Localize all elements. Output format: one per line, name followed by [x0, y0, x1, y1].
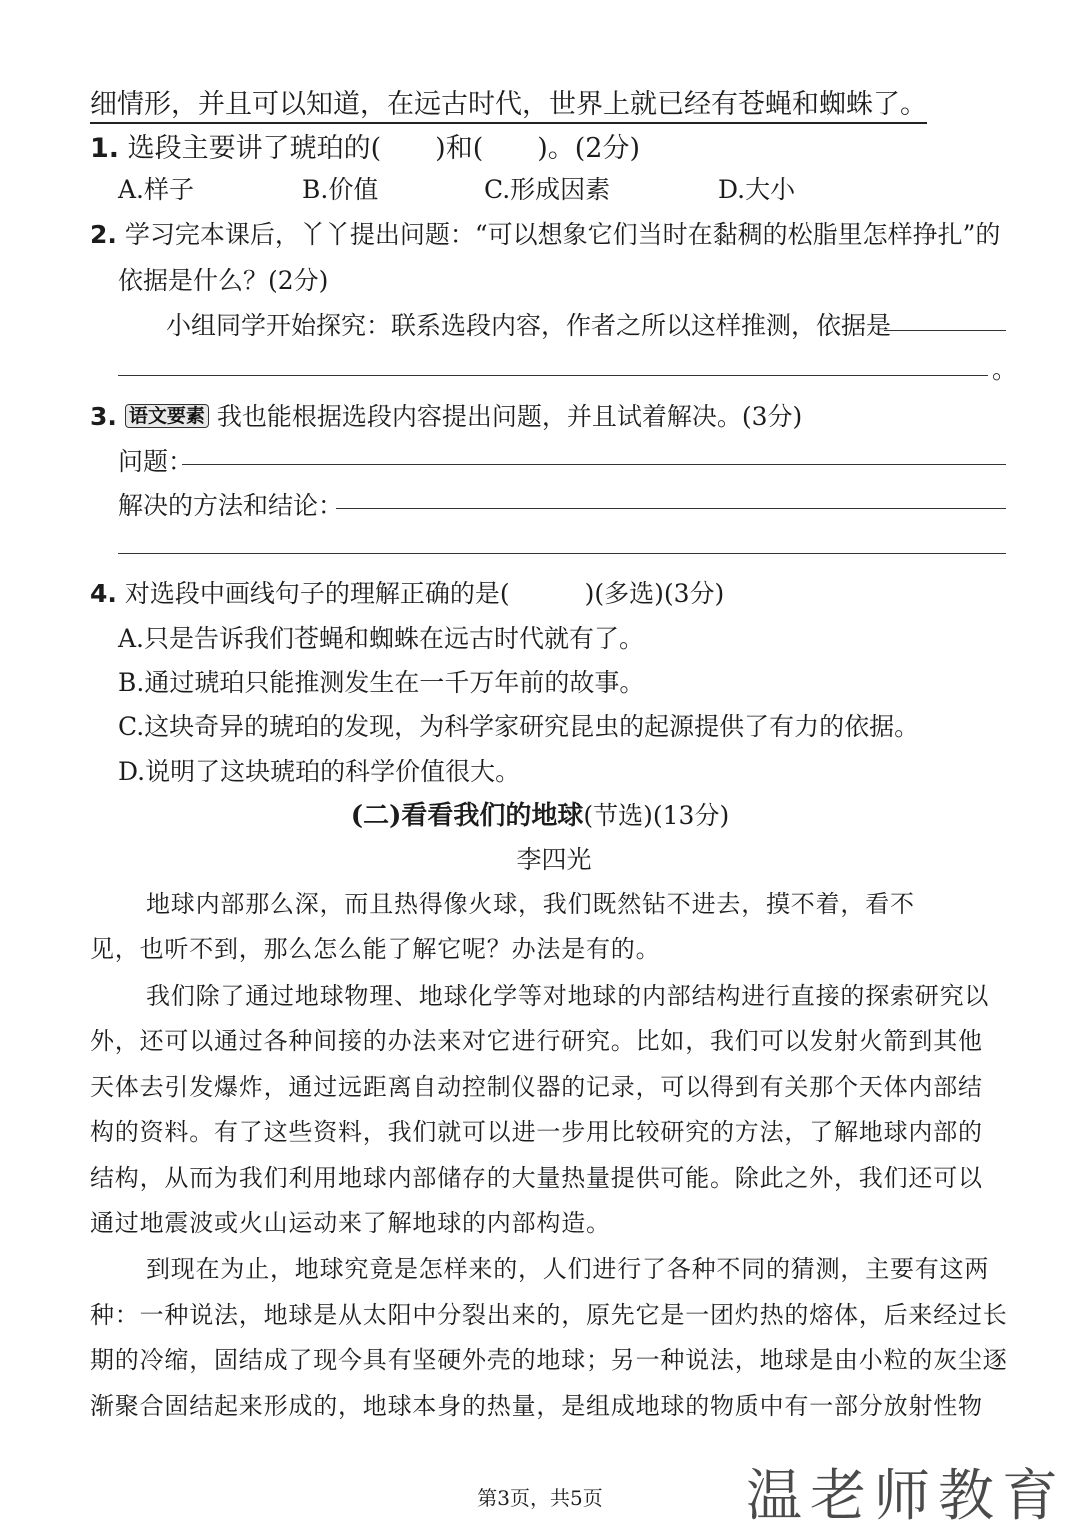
page-number: 第3页，共5页 — [477, 1486, 603, 1510]
option-a: A.只是告诉我们苍蝇和蜘蛛在远古时代就有了。 — [118, 624, 645, 653]
passage-underlined-sentence: 细情形，并且可以知道，在远古时代，世界上就已经有苍蝇和蜘蛛了。 — [90, 82, 927, 121]
answer-line[interactable] — [118, 553, 1006, 554]
passage-line: 期的冷缩，固结成了现今具有坚硬外壳的地球；另一种说法，地球是由小粒的灰尘逐 — [90, 1346, 1008, 1374]
passage-line: 我们除了通过地球物理、地球化学等对地球的内部结构进行直接的探索研究以 — [146, 982, 990, 1010]
section-title — [0, 795, 1080, 832]
passage-line: 见，也听不到，那么怎么能了解它呢？办法是有的。 — [90, 935, 661, 963]
question-text: 选段主要讲了琥珀的( )和( )。(2分) — [127, 133, 641, 164]
option-c: C.形成因素 — [484, 175, 611, 204]
question-2-line-2: 依据是什么？(2分) — [118, 266, 329, 295]
question-number: 3. — [90, 402, 117, 431]
option-c: C.这块奇异的琥珀的发现，为科学家研究昆虫的起源提供了有力的依据。 — [118, 712, 920, 741]
passage-line: 天体去引发爆炸，通过远距离自动控制仪器的记录，可以得到有关那个天体内部结 — [90, 1073, 983, 1101]
question-2 — [90, 215, 1000, 251]
option-b: B.价值 — [302, 175, 379, 204]
passage-line: 种：一种说法，地球是从太阳中分裂出来的，原先它是一团灼热的熔体，后来经过长 — [90, 1301, 1008, 1329]
question-number: 2. — [90, 220, 117, 249]
option-b: B.通过琥珀只能推测发生在一千万年前的故事。 — [118, 668, 645, 697]
section-title-suffix: (节选)(13分) — [583, 801, 730, 830]
passage-line: 到现在为止，地球究竟是怎样来的，人们进行了各种不同的猜测，主要有这两 — [146, 1255, 990, 1283]
question-2-prompt: 小组同学开始探究：联系选段内容，作者之所以这样推测，依据是 — [166, 311, 892, 340]
author: 李四光 — [516, 845, 592, 874]
passage-line: 通过地震波或火山运动来了解地球的内部构造。 — [90, 1209, 611, 1237]
question-number: 1. — [90, 133, 120, 164]
question-4 — [90, 574, 724, 610]
section-title-main: (二)看看我们的地球 — [350, 801, 584, 831]
watermark: 温老师教育 — [746, 1464, 1066, 1529]
option-a: A.样子 — [118, 175, 195, 204]
passage-line: 渐聚合固结起来形成的，地球本身的热量，是组成地球的物质中有一部分放射性物 — [90, 1392, 983, 1420]
passage-line: 地球内部那么深，而且热得像火球，我们既然钻不进去，摸不着，看不 — [146, 890, 915, 918]
question-label: 问题： — [118, 447, 194, 476]
question-text: 对选段中画线句子的理解正确的是( )(多选)(3分) — [124, 579, 725, 608]
question-3 — [90, 397, 802, 433]
option-d: D.大小 — [718, 175, 796, 204]
option-d: D.说明了这块琥珀的科学价值很大。 — [118, 757, 521, 786]
question-text: 我也能根据选段内容提出问题，并且试着解决。(3分) — [216, 402, 803, 431]
answer-line[interactable] — [182, 464, 1006, 465]
answer-line[interactable] — [884, 330, 1006, 331]
passage-line: 构的资料。有了这些资料，我们就可以进一步用比较研究的方法，了解地球内部的 — [90, 1118, 983, 1146]
question-text: 学习完本课后，丫丫提出问题：“可以想象它们当时在黏稠的松脂里怎样挣扎”的 — [124, 220, 1001, 249]
answer-line[interactable] — [118, 375, 988, 376]
passage-line: 结构，从而为我们利用地球内部储存的大量热量提供可能。除此之外，我们还可以 — [90, 1164, 983, 1192]
question-1 — [90, 126, 640, 165]
method-label: 解决的方法和结论： — [118, 491, 344, 520]
passage-line: 外，还可以通过各种间接的办法来对它进行研究。比如，我们可以发射火箭到其他 — [90, 1027, 983, 1055]
language-element-tag: 语文要素 — [125, 404, 209, 428]
period-mark: 。 — [992, 355, 1018, 384]
answer-line[interactable] — [336, 508, 1006, 509]
question-number: 4. — [90, 579, 117, 608]
